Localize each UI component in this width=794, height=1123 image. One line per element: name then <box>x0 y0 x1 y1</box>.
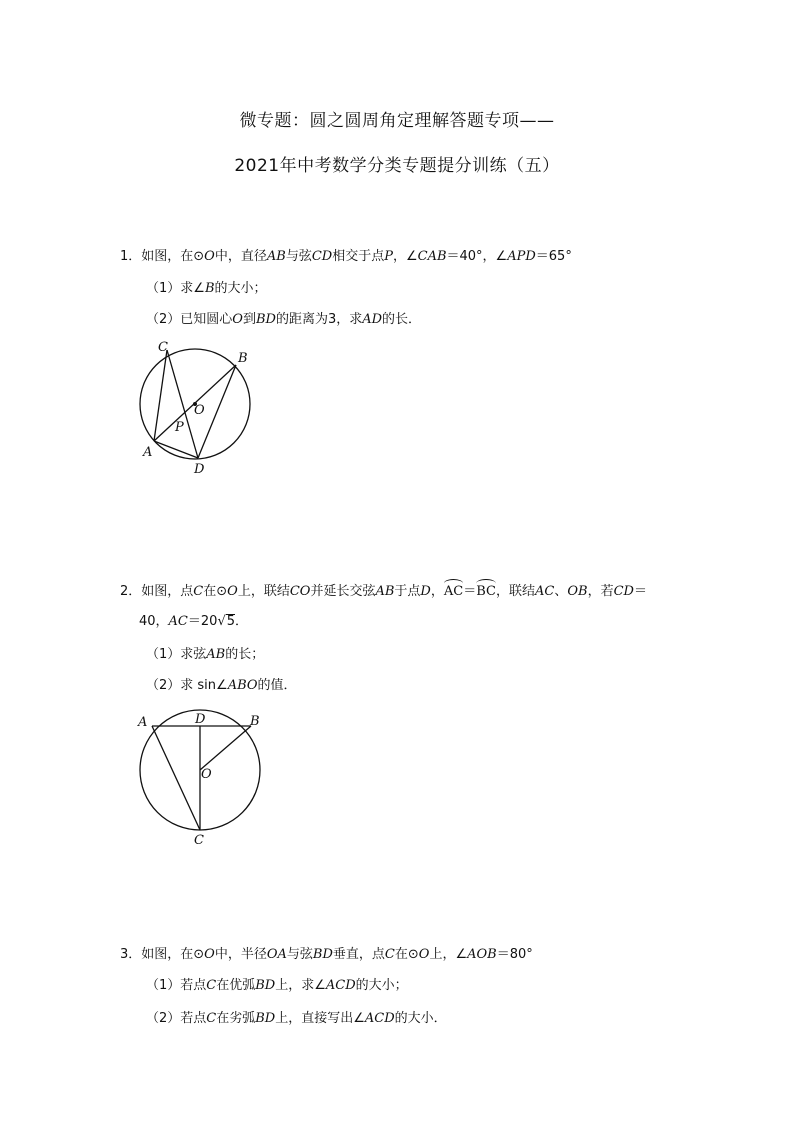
figure-1-label-d: D <box>194 462 205 477</box>
figure-1-segment-ca <box>154 350 167 441</box>
arc-bc: BC <box>476 584 496 599</box>
sqrt-radicand: 5 <box>226 614 236 629</box>
figure-1-label-o: O <box>194 403 205 418</box>
figure-2-label-b: B <box>250 714 260 729</box>
figure-1-label-a: A <box>143 445 153 460</box>
question-3-part-2: （2）若点C在劣弧BD上，直接写出∠ACD的大小． <box>146 1011 447 1026</box>
question-3-part-1: （1）若点C在优弧BD上，求∠ACD的大小； <box>146 978 408 993</box>
question-1-part-2: （2）已知圆心O到BD的距离为3，求AD的长． <box>146 312 422 327</box>
figure-1-label-c: C <box>158 340 168 355</box>
figure-2-diagram <box>130 710 280 848</box>
figure-1-diagram <box>130 338 280 483</box>
sqrt-symbol: √ <box>217 614 226 629</box>
question-1-text: 1．如图，在⊙O中，直径AB与弦CD相交于点P，∠CAB＝40°，∠APD＝65° <box>120 249 572 264</box>
figure-2-label-a: A <box>138 715 148 730</box>
figure-2-label-d: D <box>195 712 206 727</box>
figure-1-label-p: P <box>175 420 184 435</box>
question-2-part-1: （1）求弦AB的长； <box>146 647 265 662</box>
figure-2-label-o: O <box>201 767 212 782</box>
question-3-text: 3．如图，在⊙O中，半径OA与弦BD垂直，点C在⊙O上，∠AOB＝80° <box>120 947 533 962</box>
figure-2-segment-ob <box>200 726 251 770</box>
question-2-text: 2．如图，点C在⊙O上，联结CO并延长交弦AB于点D，AC＝BC，联结AC、OB，若CD＝ <box>120 584 647 599</box>
doc-title-line2: 2021年中考数学分类专题提分训练（五） <box>234 156 560 176</box>
question-2-part-2: （2）求 sin∠ABO的值． <box>146 678 297 693</box>
figure-2-label-c: C <box>194 833 204 848</box>
arc-ac: AC <box>443 584 464 599</box>
doc-title-line1: 微专题：圆之圆周角定理解答题专项—— <box>239 111 555 131</box>
question-1-part-1: （1）求∠B的大小； <box>146 281 267 296</box>
question-2-text-cont: 40，AC＝20√5． <box>139 614 249 629</box>
figure-1-label-b: B <box>238 351 248 366</box>
